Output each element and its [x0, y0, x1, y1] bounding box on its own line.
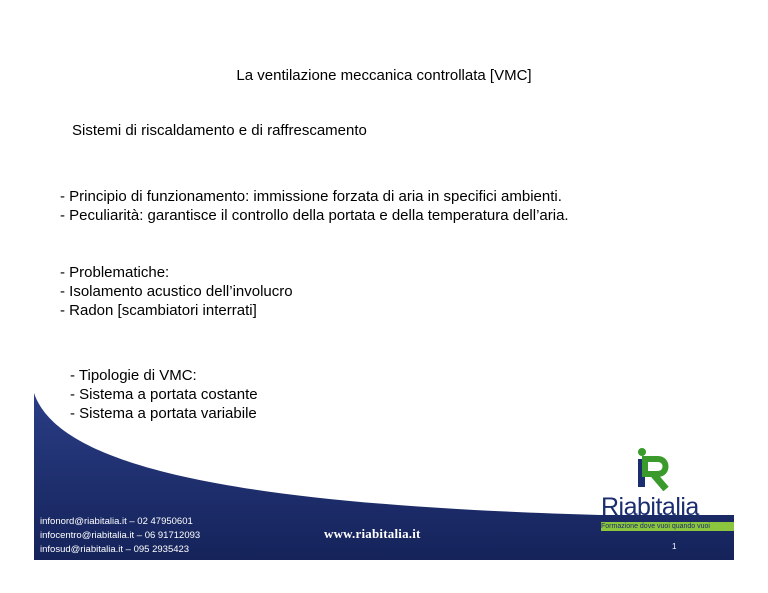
bullet-problems-heading: - Problematiche:	[60, 264, 170, 281]
logo-tagline: Formazione dove vuoi quando vuoi	[601, 522, 734, 531]
principle-block	[60, 187, 569, 225]
bullet-radon: - Radon [scambiatori interrati]	[60, 302, 257, 319]
slide-subtitle: Sistemi di riscaldamento e di raffrescamento	[72, 122, 367, 139]
problems-block	[60, 263, 293, 320]
website-link[interactable]: www.riabitalia.it	[324, 526, 421, 541]
bullet-principle: - Principio di funzionamento: immissione forzata di aria in specifici ambienti.	[60, 188, 562, 205]
contact-north: infonord@riabitalia.it – 02 47950601	[40, 516, 193, 527]
page-number: 1	[672, 542, 677, 551]
bullet-peculiarity: - Peculiarità: garantisce il controllo della portata e della temperatura dell’aria.	[60, 207, 569, 224]
slide-title: La ventilazione meccanica controllata [VMC]	[236, 67, 532, 84]
riabitalia-logo-wordmark: Riabitalia	[601, 493, 699, 521]
contact-south: infosud@riabitalia.it – 095 2935423	[40, 544, 190, 555]
bullet-variable-flow: - Sistema a portata variabile	[70, 405, 257, 422]
contact-center: infocentro@riabitalia.it – 06 91712093	[40, 530, 201, 541]
contact-list	[40, 515, 200, 557]
bullet-constant-flow: - Sistema a portata costante	[70, 386, 258, 403]
bullet-types-heading: - Tipologie di VMC:	[70, 367, 197, 384]
riabitalia-logo-icon	[634, 447, 674, 491]
bullet-acoustic-insulation: - Isolamento acustico dell’involucro	[60, 283, 293, 300]
types-block	[70, 366, 258, 423]
